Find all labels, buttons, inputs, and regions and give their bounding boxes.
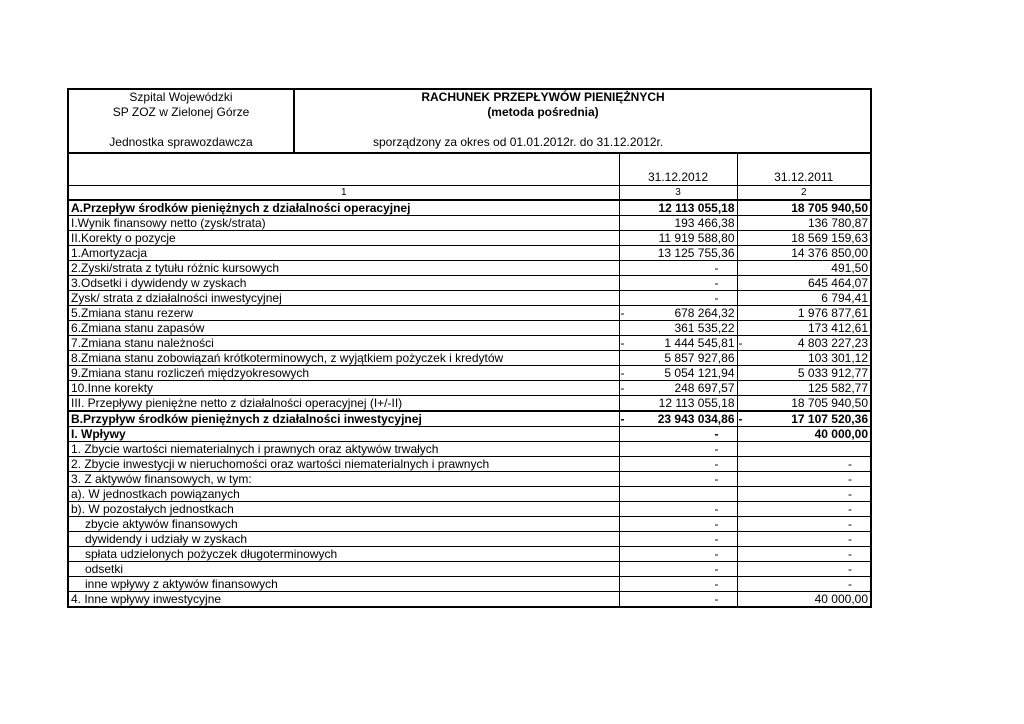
table-row xyxy=(69,366,870,381)
value-current xyxy=(619,442,737,457)
amount: - xyxy=(714,276,719,290)
table-row xyxy=(69,562,870,577)
value-previous xyxy=(737,306,870,321)
value-current xyxy=(619,231,737,246)
report-title: RACHUNEK PRZEPŁYWÓW PIENIĘŻNYCH xyxy=(421,90,665,104)
amount: 136 780,87 xyxy=(807,216,868,230)
cash-flow-statement-sheet xyxy=(67,88,872,608)
amount: 678 264,32 xyxy=(674,306,735,320)
value-previous xyxy=(737,291,870,306)
entity-caption: Jednostka sprawozdawcza xyxy=(109,135,253,149)
amount: 18 569 159,63 xyxy=(791,231,868,245)
value-previous xyxy=(737,427,870,442)
amount: - xyxy=(714,457,719,471)
column-index-row xyxy=(69,186,870,201)
amount: 5 054 121,94 xyxy=(664,366,735,380)
row-label: II.Korekty o pozycje xyxy=(69,231,619,246)
amount: 1 976 877,61 xyxy=(797,306,868,320)
value-previous xyxy=(737,366,870,381)
value-previous xyxy=(737,457,870,472)
value-current xyxy=(619,261,737,276)
negative-sign: - xyxy=(738,336,743,350)
value-current xyxy=(619,457,737,472)
amount: - xyxy=(714,291,719,305)
cash-flow-table xyxy=(69,154,870,606)
value-previous xyxy=(737,396,870,412)
amount: - xyxy=(848,502,852,516)
column-index-previous: 2 xyxy=(737,186,870,201)
amount: 12 113 055,18 xyxy=(658,201,735,215)
value-previous xyxy=(737,276,870,291)
amount: 645 464,07 xyxy=(807,276,868,290)
amount: 23 943 034,86 xyxy=(657,412,735,426)
table-row xyxy=(69,487,870,502)
value-current xyxy=(619,532,737,547)
table-row xyxy=(69,291,870,306)
table-row xyxy=(69,547,870,562)
table-row xyxy=(69,472,870,487)
value-current xyxy=(619,487,737,502)
amount: 491,50 xyxy=(831,261,868,275)
value-current xyxy=(619,216,737,231)
date-header-blank xyxy=(69,154,619,186)
row-label: I.Wynik finansowy netto (zysk/strata) xyxy=(69,216,619,231)
value-previous xyxy=(737,321,870,336)
row-label: 4. Inne wpływy inwestycyjne xyxy=(69,592,619,607)
negative-sign: - xyxy=(620,381,625,395)
value-current xyxy=(619,577,737,592)
value-previous xyxy=(737,261,870,276)
row-label: B.Przypływ środków pieniężnych z działalności inwestycyjnej xyxy=(69,411,619,427)
negative-sign: - xyxy=(738,412,743,426)
amount: 40 000,00 xyxy=(814,592,868,606)
amount: 5 033 912,77 xyxy=(797,366,868,380)
value-current xyxy=(619,592,737,607)
row-label: 9.Zmiana stanu rozliczeń międzyokresowych xyxy=(69,366,619,381)
amount: 14 376 850,00 xyxy=(791,246,868,260)
row-label: 6.Zmiana stanu zapasów xyxy=(69,321,619,336)
amount: 125 582,77 xyxy=(807,381,868,395)
amount: 4 803 227,23 xyxy=(797,336,868,350)
amount: - xyxy=(714,261,719,275)
amount: - xyxy=(714,562,719,576)
amount: 6 794,41 xyxy=(821,291,868,305)
table-row xyxy=(69,276,870,291)
amount: 12 113 055,18 xyxy=(658,396,735,410)
row-label: A.Przepływ środków pieniężnych z działalności operacyjnej xyxy=(69,200,619,216)
value-previous xyxy=(737,442,870,457)
reporting-entity-box xyxy=(69,90,295,152)
table-row xyxy=(69,442,870,457)
value-current xyxy=(619,366,737,381)
amount: 18 705 940,50 xyxy=(791,201,868,215)
report-period: sporządzony za okres od 01.01.2012r. do 31.12.2012r. xyxy=(373,135,664,149)
table-row xyxy=(69,216,870,231)
value-previous xyxy=(737,200,870,216)
value-previous xyxy=(737,216,870,231)
report-header xyxy=(69,90,870,154)
amount: 17 107 520,36 xyxy=(791,412,868,426)
amount: - xyxy=(848,517,852,531)
table-row xyxy=(69,336,870,351)
table-row xyxy=(69,351,870,366)
row-label: dywidendy i udziały w zyskach xyxy=(69,532,619,547)
amount: - xyxy=(714,427,719,441)
row-label: 3. Z aktywów finansowych, w tym: xyxy=(69,472,619,487)
row-label: 1.Amortyzacja xyxy=(69,246,619,261)
amount: - xyxy=(714,547,719,561)
table-row xyxy=(69,261,870,276)
value-current xyxy=(619,246,737,261)
value-previous xyxy=(737,351,870,366)
row-label: 3.Odsetki i dywidendy w zyskach xyxy=(69,276,619,291)
value-current xyxy=(619,381,737,396)
amount: 248 697,57 xyxy=(674,381,735,395)
amount: - xyxy=(848,547,852,561)
value-previous xyxy=(737,487,870,502)
value-previous xyxy=(737,547,870,562)
value-previous xyxy=(737,502,870,517)
value-current xyxy=(619,200,737,216)
row-label: inne wpływy z aktywów finansowych xyxy=(69,577,619,592)
value-previous xyxy=(737,381,870,396)
value-current xyxy=(619,411,737,427)
value-current xyxy=(619,562,737,577)
value-current xyxy=(619,502,737,517)
value-previous xyxy=(737,246,870,261)
table-row xyxy=(69,246,870,261)
table-row xyxy=(69,427,870,442)
value-current xyxy=(619,351,737,366)
table-row xyxy=(69,396,870,412)
row-label: a). W jednostkach powiązanych xyxy=(69,487,619,502)
value-current xyxy=(619,276,737,291)
row-label: Zysk/ strata z działalności inwestycyjnej xyxy=(69,291,619,306)
table-row xyxy=(69,457,870,472)
row-label: zbycie aktywów finansowych xyxy=(69,517,619,532)
amount: 13 125 755,36 xyxy=(657,246,735,260)
amount: - xyxy=(714,442,719,456)
row-label: 10.Inne korekty xyxy=(69,381,619,396)
value-current xyxy=(619,306,737,321)
entity-name-line1: Szpital Wojewódzki xyxy=(129,90,233,104)
negative-sign: - xyxy=(620,306,625,320)
amount: 361 535,22 xyxy=(674,321,735,335)
table-row xyxy=(69,517,870,532)
value-previous xyxy=(737,411,870,427)
value-current xyxy=(619,547,737,562)
amount: - xyxy=(848,472,852,486)
table-row xyxy=(69,502,870,517)
row-label: spłata udzielonych pożyczek długoterminowych xyxy=(69,547,619,562)
value-previous xyxy=(737,517,870,532)
row-label: 7.Zmiana stanu należności xyxy=(69,336,619,351)
value-previous xyxy=(737,592,870,607)
value-current xyxy=(619,396,737,412)
entity-name-line2: SP ZOZ w Zielonej Górze xyxy=(112,105,250,119)
amount: - xyxy=(848,532,852,546)
date-header-row xyxy=(69,154,870,186)
value-previous xyxy=(737,577,870,592)
amount: 173 412,61 xyxy=(807,321,868,335)
row-label: I. Wpływy xyxy=(69,427,619,442)
row-label: b). W pozostałych jednostkach xyxy=(69,502,619,517)
column-index-current: 3 xyxy=(619,186,737,201)
value-current xyxy=(619,336,737,351)
table-row xyxy=(69,592,870,607)
date-previous-header: 31.12.2011 xyxy=(737,154,870,186)
amount: - xyxy=(848,577,852,591)
amount: - xyxy=(714,517,719,531)
value-current xyxy=(619,427,737,442)
negative-sign: - xyxy=(620,366,625,380)
negative-sign: - xyxy=(620,336,625,350)
row-label: III. Przepływy pieniężne netto z działalności operacyjnej (I+/-II) xyxy=(69,396,619,412)
amount: - xyxy=(714,502,719,516)
amount: 11 919 588,80 xyxy=(658,231,735,245)
table-row xyxy=(69,306,870,321)
value-current xyxy=(619,321,737,336)
value-previous xyxy=(737,231,870,246)
table-row xyxy=(69,231,870,246)
value-current xyxy=(619,472,737,487)
table-row xyxy=(69,411,870,427)
amount: 5 857 927,86 xyxy=(664,351,735,365)
amount: 193 466,38 xyxy=(674,216,735,230)
table-row xyxy=(69,381,870,396)
value-current xyxy=(619,517,737,532)
negative-sign: - xyxy=(620,412,625,426)
amount: - xyxy=(848,457,852,471)
row-label: 1. Zbycie wartości niematerialnych i prawnych oraz aktywów trwałych xyxy=(69,442,619,457)
amount: - xyxy=(714,577,719,591)
table-row xyxy=(69,321,870,336)
value-previous xyxy=(737,562,870,577)
report-title-box xyxy=(295,90,870,152)
amount: - xyxy=(848,562,852,576)
value-previous xyxy=(737,532,870,547)
amount: 103 301,12 xyxy=(807,351,868,365)
report-subtitle: (metoda pośrednia) xyxy=(487,105,599,119)
value-previous xyxy=(737,472,870,487)
row-label: 2. Zbycie inwestycji w nieruchomości oraz wartości niematerialnych i prawnych xyxy=(69,457,619,472)
value-current xyxy=(619,291,737,306)
amount: 40 000,00 xyxy=(814,427,868,441)
amount: - xyxy=(714,472,719,486)
row-label: 2.Zyski/strata z tytułu różnic kursowych xyxy=(69,261,619,276)
amount: 1 444 545,81 xyxy=(664,336,735,350)
date-current-header: 31.12.2012 xyxy=(619,154,737,186)
amount: - xyxy=(714,532,719,546)
row-label: 5.Zmiana stanu rezerw xyxy=(69,306,619,321)
table-row xyxy=(69,200,870,216)
amount: - xyxy=(848,487,852,501)
column-index-desc: 1 xyxy=(69,186,619,201)
amount: - xyxy=(714,592,719,606)
amount: 18 705 940,50 xyxy=(791,396,868,410)
value-previous xyxy=(737,336,870,351)
row-label: 8.Zmiana stanu zobowiązań krótkoterminowych, z wyjątkiem pożyczek i kredytów xyxy=(69,351,619,366)
row-label: odsetki xyxy=(69,562,619,577)
table-row xyxy=(69,532,870,547)
table-row xyxy=(69,577,870,592)
